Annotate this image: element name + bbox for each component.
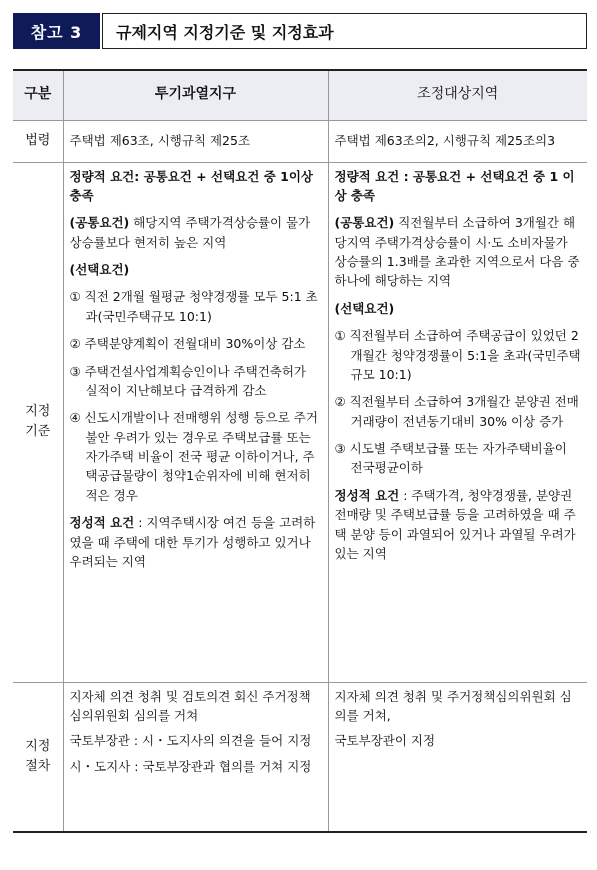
select-item-3: ③ 주택건설사업계획승인이나 주택건축허가 실적이 지난해보다 급격하게 감소	[69, 363, 307, 398]
regulation-table	[13, 69, 587, 833]
common-requirement	[70, 213, 322, 252]
common-text: 직전월부터 소급하여 3개월간 해당지역 주택가격상승률이 시·도 소비자물가 상승률의 1.3배를 초과한 지역으로서 다음 중 하나에 해당하는 지역	[334, 215, 580, 289]
table-row-criteria	[13, 162, 587, 682]
qual-text: : 주택가격, 청약경쟁률, 분양권 전매량 및 주택보급률 등을 고려하였을 때 주택 분양 등이 과열되어 있거나 과열될 우려가 있는 지역	[334, 487, 576, 561]
header-adjustment-zone: 조정대상지역	[328, 70, 587, 120]
procedure-speculative	[63, 682, 328, 832]
procedure-adjustment	[328, 682, 587, 832]
header	[13, 13, 587, 49]
qual-text: : 지역주택시장 여건 등을 고려하였을 때 주택에 대한 투기가 성행하고 있거나 우려되는 지역	[69, 515, 316, 569]
common-tag: (공통요건)	[69, 215, 130, 231]
procedure-step-2: 국토부장관이 지정	[334, 733, 436, 749]
quant-requirement: 정량적 요건: 공통요건 + 선택요건 중 1이상 충족	[69, 168, 313, 203]
procedure-label-line2: 절차	[25, 758, 51, 774]
procedure-step-3: 시・도지사 : 국토부장관과 협의를 거쳐 지정	[69, 758, 312, 774]
select-item-1: ① 직전월부터 소급하여 주택공급이 있었던 2개월간 청약경쟁률이 5:1을 초과(국민주택규모 10:1)	[334, 328, 581, 382]
header-speculative-zone: 투기과열지구	[63, 70, 328, 120]
select-tag: (선택요건)	[69, 262, 130, 277]
qual-requirement	[70, 513, 322, 571]
header-category: 구분	[13, 70, 63, 120]
common-requirement	[335, 213, 582, 291]
table-row-procedure	[13, 682, 587, 832]
select-item-3: ③ 시도별 주택보급률 또는 자가주택비율이 전국평균이하	[334, 441, 567, 476]
procedure-label-line1: 지정	[25, 738, 51, 754]
row-label-procedure	[13, 682, 63, 832]
criteria-speculative	[63, 162, 328, 682]
common-text: 해당지역 주택가격상승률이 물가상승률보다 현저히 높은 지역	[69, 215, 311, 250]
page-title: 규제지역 지정기준 및 지정효과	[102, 13, 587, 49]
procedure-step-1: 지자체 의견 청취 및 검토의견 회신 주거정책심의위원회 심의를 거쳐	[69, 688, 311, 723]
row-label-law: 법령	[13, 120, 63, 162]
criteria-label-line1: 지정	[25, 403, 51, 419]
select-item-1: ① 직전 2개월 월평균 청약경쟁률 모두 5:1 초과(국민주택규모 10:1)	[69, 289, 318, 324]
common-tag: (공통요건)	[334, 215, 395, 231]
row-label-criteria	[13, 162, 63, 682]
qual-requirement	[335, 486, 582, 564]
law-speculative: 주택법 제63조, 시행규칙 제25조	[63, 120, 328, 162]
criteria-label-line2: 기준	[25, 424, 51, 439]
select-tag: (선택요건)	[334, 300, 395, 316]
select-item-4: ④ 신도시개발이나 전매행위 성행 등으로 주거불안 우려가 있는 경우로 주택보급률 또는 자가주택 비율이 전국 평균 이하이거나, 주택공급물량이 청약1순위자에 비해 현저히 적은 경우	[69, 410, 318, 503]
criteria-adjustment	[328, 162, 587, 682]
select-item-2: ② 직전월부터 소급하여 3개월간 분양권 전매거래량이 전년동기대비 30% 이상 증가	[334, 394, 579, 429]
procedure-step-2: 국토부장관 : 시・도지사의 의견을 들어 지정	[69, 733, 312, 749]
qual-tag: 정성적 요건	[69, 515, 135, 531]
reference-badge: 참고 3	[13, 13, 100, 49]
quant-requirement: 정량적 요건 : 공통요건 + 선택요건 중 1 이상 충족	[334, 168, 575, 203]
law-adjustment: 주택법 제63조의2, 시행규칙 제25조의3	[328, 120, 587, 162]
qual-tag: 정성적 요건	[334, 487, 400, 503]
table-row-law	[13, 120, 587, 162]
procedure-step-1: 지자체 의견 청취 및 주거정책심의위원회 심의를 거쳐,	[334, 688, 572, 723]
select-item-2: ② 주택분양계획이 전월대비 30%이상 감소	[69, 336, 306, 352]
table-header-row	[13, 70, 587, 120]
